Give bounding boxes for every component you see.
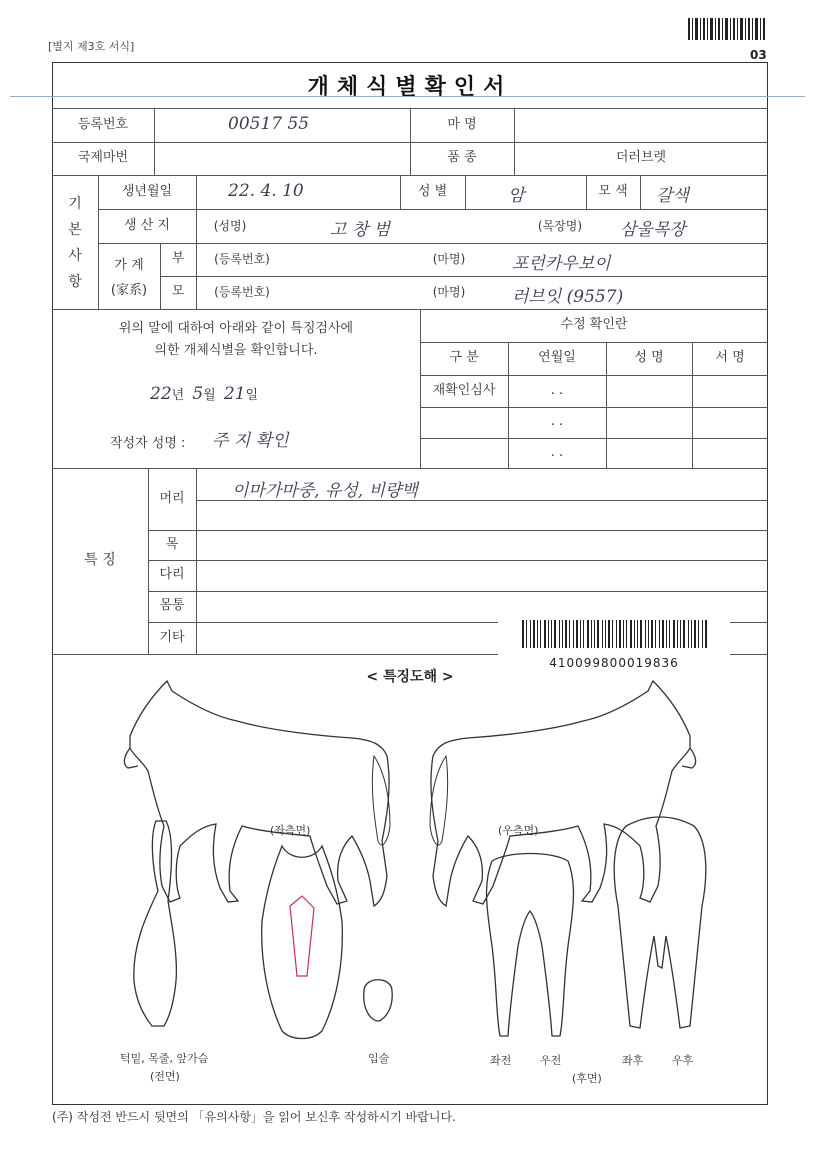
revision-header: 구 분 [449,350,479,366]
front-caption: 턱밑, 목줄, 앞가슴 [120,1052,209,1065]
page-title: 개체식별확인서 [307,74,513,100]
front-legs-outline [487,854,574,1037]
producer-name-value[interactable]: 고 창 범 [330,220,391,240]
date-day-unit: 일 [245,388,259,403]
right-front-caption: 우전 [540,1054,562,1067]
date-month[interactable]: 5 [192,384,204,404]
date-day[interactable]: 21 [223,384,246,404]
right-side-caption: (우측면) [498,824,539,837]
date-month-unit: 월 [203,388,216,403]
neck-label: 목 [165,536,179,552]
rule [98,209,768,210]
dam-label: 모 [171,284,185,300]
intl-number-label: 국제마번 [77,150,129,166]
head-value[interactable]: 이마가마중, 유성, 비량백 [232,481,418,501]
revision-date-dots[interactable]: . . [550,382,564,398]
dam-name-value[interactable]: 러브잇 (9557) [512,287,624,307]
reg-number-value[interactable]: 00517 55 [228,114,310,134]
rule [196,468,197,654]
sex-label: 성 별 [417,183,448,199]
sex-value[interactable]: 암 [508,186,525,206]
head-front-outline [262,846,343,1039]
sire-name-label: (마명) [432,252,466,266]
front-chest-outline [134,821,177,1026]
right-side-horse-outline [430,681,696,906]
form-label: [별지 제3호 서식] [48,40,135,53]
breed-label: 품 종 [447,150,477,166]
birth-date-label: 생년월일 [121,183,173,199]
rule [465,175,466,209]
coat-color-label: 모 색 [598,183,628,199]
rule [196,175,197,209]
sire-label: 부 [171,251,185,267]
body-label: 몸통 [159,598,185,614]
writer-label: 작성자 성명 : [110,436,186,451]
right-hind-caption: 우후 [672,1054,694,1067]
basic-label-char: 항 [68,274,82,290]
confirm-date [150,384,258,404]
basic-section-label [52,175,98,309]
confirm-line: 의한 개체식별을 확인합니다. [154,343,318,358]
rule [148,530,768,531]
left-hind-caption: 좌후 [622,1054,644,1067]
revision-header: 성 명 [634,350,664,366]
dam-reg-label: (등록번호) [214,285,270,299]
birth-date-value[interactable]: 22. 4. 10 [228,181,304,201]
form-number: 03 [750,48,767,62]
confirm-line: 위의 말에 대하여 아래와 같이 특징검사에 [118,321,354,336]
left-side-horse-outline [124,681,390,906]
lineage-label-text: 가 계 [114,258,144,273]
barcode-bars [498,618,730,650]
leg-label: 다리 [159,567,185,583]
rule [196,209,197,243]
diagram-title: < 특징도해 > [366,669,454,685]
rule [148,560,768,561]
scan-line [10,96,805,97]
basic-label-char: 본 [68,222,82,238]
barcode-number: 410099800019836 [549,656,679,670]
horse-name-label: 마 명 [447,116,477,132]
date-year[interactable]: 22 [150,384,172,404]
lips-outline [364,980,392,1021]
barcode-sticker [498,618,730,670]
sire-name-value[interactable]: 포런카우보이 [512,254,611,274]
features-section-label: 특 징 [84,552,116,569]
front-sub-caption: (전면) [150,1070,180,1083]
basic-label-char: 사 [68,248,82,264]
footer-note: (주) 작성전 반드시 뒷면의 「유의사항」을 읽어 보신후 작성하시기 바랍니다. [52,1110,456,1124]
breed-value[interactable]: 더러브렛 [615,150,667,166]
revision-header: 연월일 [538,350,576,366]
revision-header: 서 명 [715,350,745,366]
rule [148,591,768,592]
producer-name-label: (성명) [213,218,247,233]
reg-number-label: 등록번호 [77,116,129,132]
producer-label: 생 산 지 [124,217,170,233]
horse-diagram [52,676,768,1106]
left-side-caption: (좌측면) [270,824,311,837]
revision-date-dots[interactable]: . . [550,444,564,460]
lips-caption: 입술 [368,1052,390,1065]
top-barcode [688,18,768,44]
basic-label-char: 기 [68,196,82,212]
dam-name-label: (마명) [432,285,466,299]
rule [154,108,155,175]
coat-color-value[interactable]: 갈색 [656,186,689,206]
lineage-hanja: (家系) [110,283,148,298]
writer-signature[interactable]: 주 지 확인 [212,431,289,451]
confirm-text [52,318,420,362]
sire-reg-label: (등록번호) [214,252,270,266]
lineage-label [98,243,160,309]
rear-sub-caption: (후면) [572,1072,602,1085]
left-front-caption: 좌전 [490,1054,512,1067]
revision-date-dots[interactable]: . . [550,414,564,430]
head-label: 머리 [159,490,185,506]
date-year-unit: 년 [171,388,185,403]
ranch-value[interactable]: 삼울목장 [620,220,686,240]
other-label: 기타 [159,629,185,645]
rule [196,243,197,309]
rule [640,175,641,209]
revision-row-label: 재확인심사 [432,382,496,398]
ranch-label: (목장명) [537,218,583,233]
revision-title: 수정 확인란 [560,317,628,333]
